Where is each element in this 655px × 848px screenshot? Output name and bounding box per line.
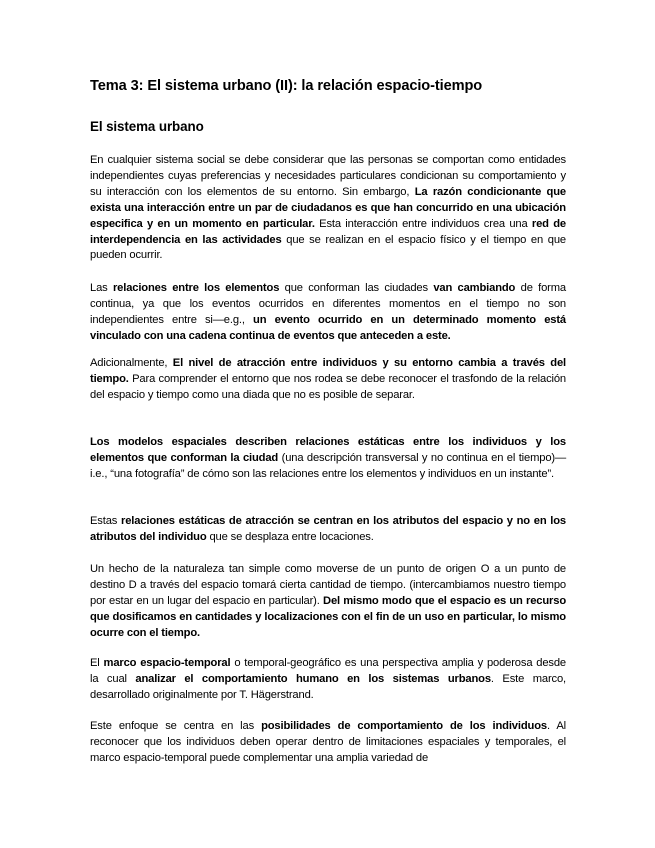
text-run: que se realizan en el espacio físico y el tiempo en que pueden ocurrir. (90, 233, 566, 262)
paragraph (90, 356, 566, 404)
text-run: El (90, 657, 104, 669)
text-run: Las (90, 282, 113, 294)
bold-text: relaciones estáticas de atracción se centran en los atributos del espacio y no en los atributos del individuo (90, 515, 566, 543)
bold-text: posibilidades de comportamiento de los individuos (261, 720, 547, 732)
bold-text: relaciones entre los elementos (112, 282, 280, 294)
text-run: (una descripción transversal y no continua en el tiempo)—i.e., “una fotografía” de cómo son las relaciones entre los elementos y individuos en un instante”. (90, 451, 566, 480)
text-run: Un hecho de la naturaleza tan simple como moverse de un punto de origen O a un punto de destino D a través del espacio tomará cierta cantidad de tiempo. (intercambiamos nuestro tiempo por estar en un lugar del espacio en particular). (90, 563, 566, 607)
paragraph (90, 153, 566, 264)
text-run: Estas (90, 515, 121, 527)
bold-text: El nivel de atracción entre individuos y su entorno cambia a través del tiempo. (90, 357, 566, 385)
paragraph (90, 656, 566, 704)
text-run: de forma continua, ya que los eventos ocurridos en diferentes momentos en el tiempo no son independientes entre si—e.g., (90, 282, 566, 326)
paragraph (90, 562, 566, 642)
text-run: . Al reconocer que los individuos deben operar dentro de limitaciones espaciales y temporales, el marco espacio-temporal puede complementar una amplia variedad de (90, 720, 566, 764)
text-run: Esta interacción entre individuos crea una (314, 217, 532, 230)
paragraph (90, 281, 566, 345)
text-run: Este enfoque se centra en las (90, 720, 262, 732)
section-title: El sistema urbano (90, 119, 204, 134)
bold-text: Los modelos espaciales describen relaciones estáticas entre los individuos y los elementos que conforman la ciudad (90, 436, 566, 464)
bold-text: van cambiando (433, 282, 516, 294)
bold-text: analizar el comportamiento humano en los sistemas urbanos (135, 672, 491, 685)
text-run: que se desplaza entre locaciones. (206, 530, 374, 543)
document-title: Tema 3: El sistema urbano (II): la relación espacio-tiempo (90, 78, 483, 94)
bold-text: red de interdependencia en las actividades (90, 217, 566, 246)
paragraph (90, 514, 566, 546)
bold-text: La razón condicionante que exista una interacción entre un par de ciudadanos es que han concurrido en una ubicación especifica y en un momento en particular. (90, 185, 566, 230)
bold-text: marco espacio-temporal (103, 657, 231, 669)
text-run: En cualquier sistema social se debe considerar que las personas se comportan como entidades independientes cuyas preferencias y necesidades particulares condicionan su comportamiento y su interacción con los elementos de su entorno. Sin embargo, (90, 154, 566, 198)
text-run: Adicionalmente, (90, 357, 173, 369)
text-run: o temporal-geográfico es una perspectiva amplia y poderosa desde la cual (90, 657, 566, 685)
paragraph (90, 435, 566, 483)
paragraph (90, 719, 566, 767)
text-run: que conforman las ciudades (279, 282, 434, 294)
bold-text: un evento ocurrido en un determinado momento está vinculado con una cadena continua de eventos que anteceden a este. (90, 313, 566, 342)
text-run: Para comprender el entorno que nos rodea se debe reconocer el trasfondo de la relación del espacio y tiempo como una diada que no es posible de separar. (90, 372, 566, 401)
text-run: . Este marco, desarrollado originalmente por T. Hägerstrand. (90, 672, 567, 701)
bold-text: Del mismo modo que el espacio es un recurso que dosificamos en cantidades y localizaciones con el fin de un uso en particular, lo mismo ocurre con el tiempo. (90, 594, 567, 639)
